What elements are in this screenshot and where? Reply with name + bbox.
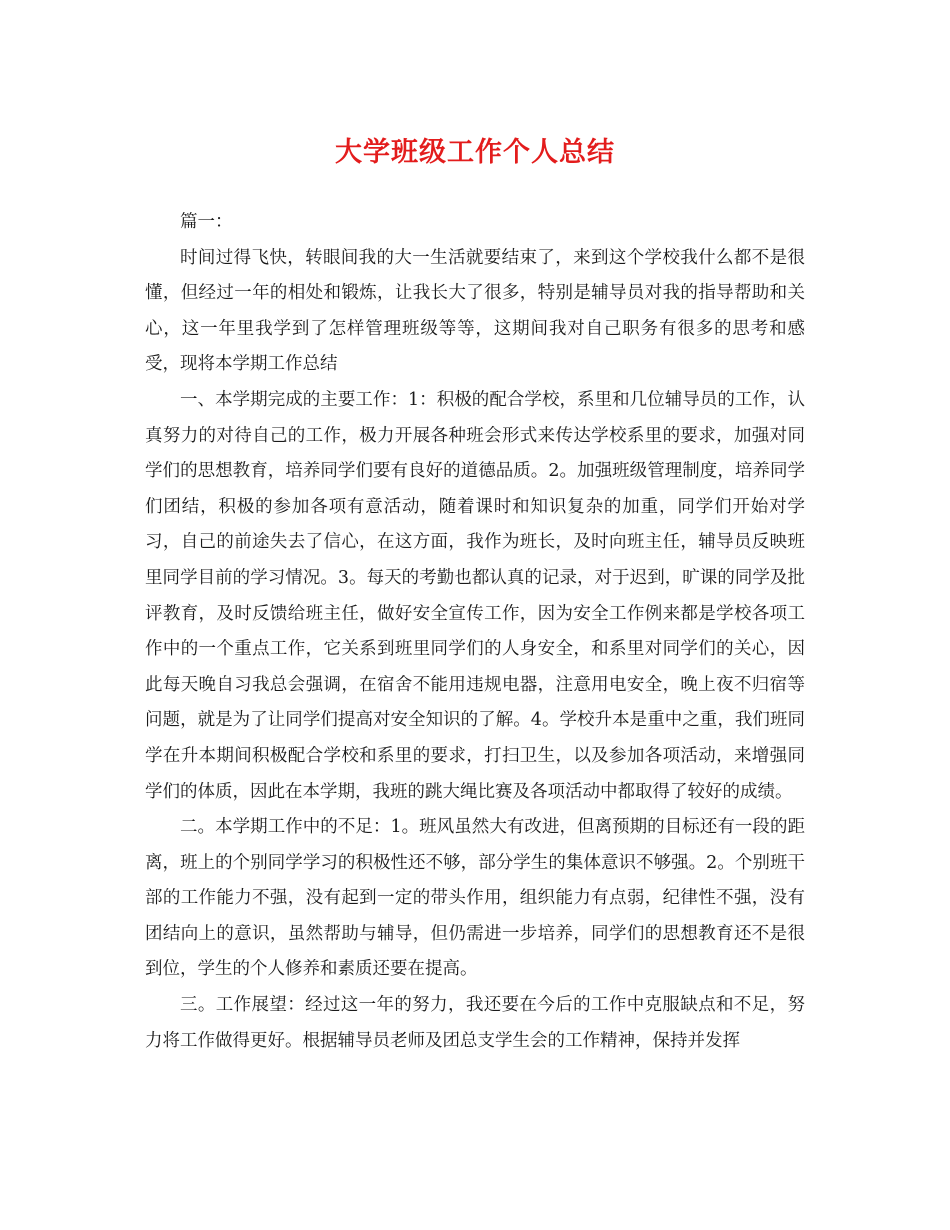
paragraph-outlook: 三。工作展望：经过这一年的努力，我还要在今后的工作中克服缺点和不足，努力将工作做得更好。根据辅导员老师及团总支学生会的工作精神，保持并发挥 [145, 995, 805, 1051]
paragraph-intro: 时间过得飞快，转眼间我的大一生活就要结束了，来到这个学校我什么都不是很懂，但经过一年的相处和锻炼，让我长大了很多，特别是辅导员对我的指导帮助和关心，这一年里我学到了怎样管理班级等等，这期间我对自己职务有很多的思考和感受，现将本学期工作总结 [145, 247, 805, 375]
document-body [145, 205, 805, 1059]
section-label: 篇一： [180, 212, 233, 232]
document-title: 大学班级工作个人总结 [335, 137, 615, 168]
paragraph-main-work: 一、本学期完成的主要工作：1：积极的配合学校，系里和几位辅导员的工作，认真努力的对待自己的工作，极力开展各种班会形式来传达学校系里的要求，加强对同学们的思想教育，培养同学们要有良好的道德品质。2。加强班级管理制度，培养同学们团结，积极的参加各项有意活动，随着课时和知识复杂的加重，同学们开始对学习，自己的前途失去了信心，在这方面，我作为班长，及时向班主任，辅导员反映班里同学目前的学习情况。3。每天的考勤也都认真的记录，对于迟到，旷课的同学及批评教育，及时反馈给班主任，做好安全宣传工作，因为安全工作例来都是学校各项工作中的一个重点工作，它关系到班里同学们的人身安全，和系里对同学们的关心，因此每天晚自习我总会强调，在宿舍不能用违规电器，注意用电安全，晚上夜不归宿等问题，就是为了让同学们提高对安全知识的了解。4。学校升本是重中之重，我们班同学在升本期间积极配合学校和系里的要求，打扫卫生，以及参加各项活动，来增强同学们的体质，因此在本学期，我班的跳大绳比赛及各项活动中都取得了较好的成绩。 [145, 389, 805, 802]
paragraph-shortcomings: 二。本学期工作中的不足：1。班风虽然大有改进，但离预期的目标还有一段的距离，班上的个别同学学习的积极性还不够，部分学生的集体意识不够强。2。个别班干部的工作能力不强，没有起到一定的带头作用，组织能力有点弱，纪律性不强，没有团结向上的意识，虽然帮助与辅导，但仍需进一步培养，同学们的思想教育还不是很到位，学生的个人修养和素质还要在提高。 [145, 817, 805, 980]
